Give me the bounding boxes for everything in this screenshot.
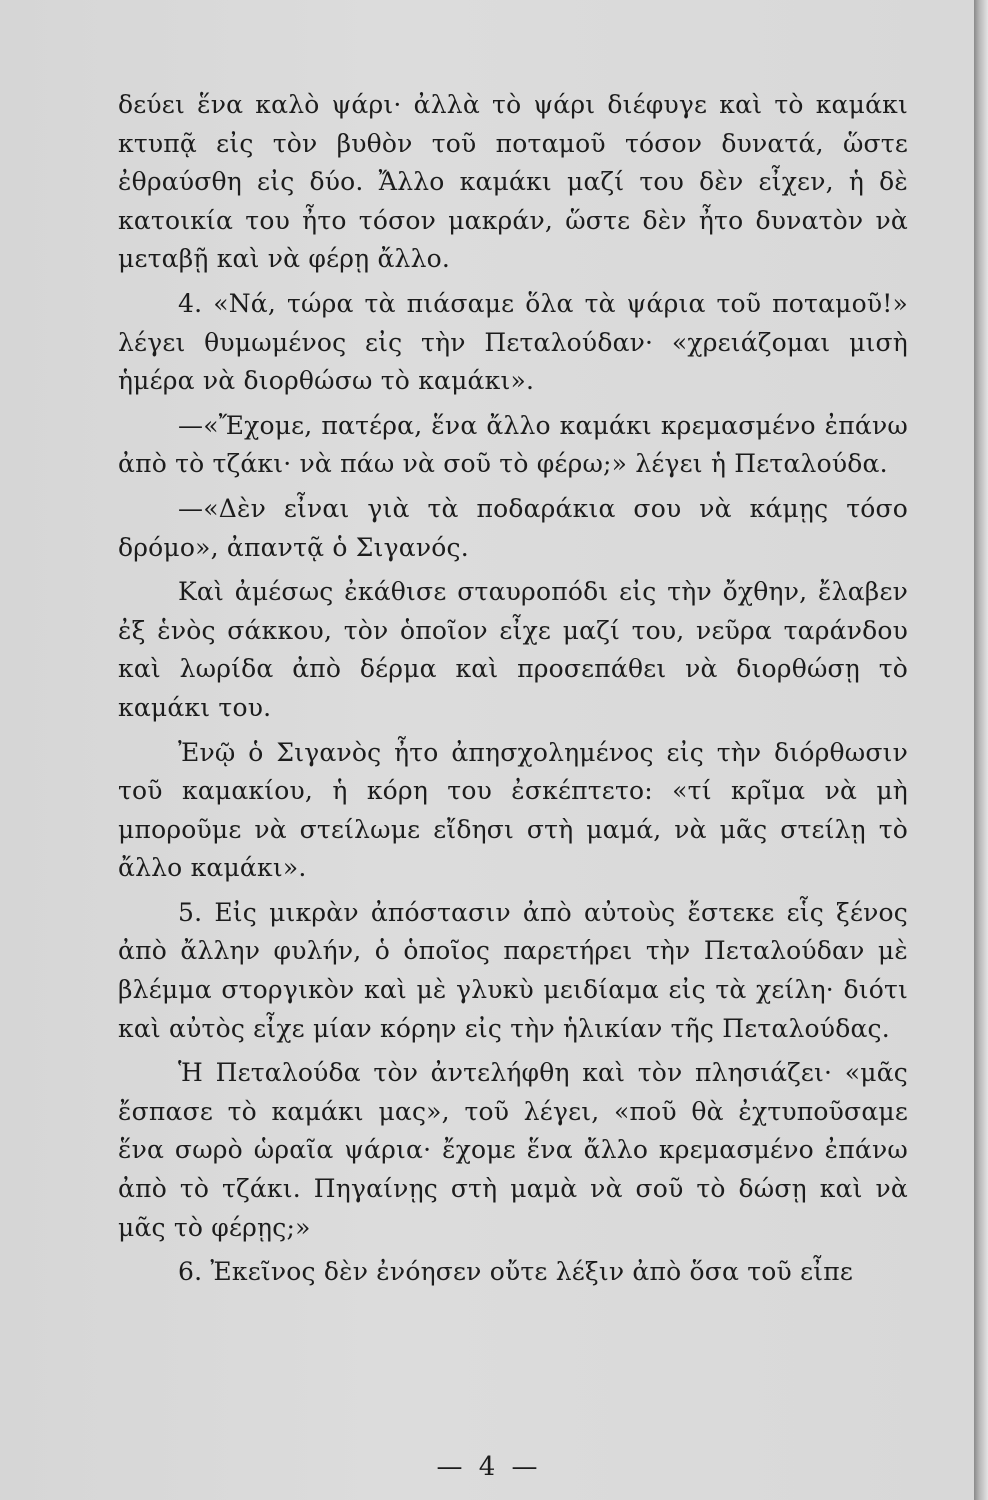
body-text — [118, 86, 908, 1292]
paragraph: 5. Εἰς μικρὰν ἀπόστασιν ἀπὸ αὐτοὺς ἔστεκε εἷς ξένος ἀπὸ ἄλλην φυλήν, ὁ ὁποῖος παρετήρει τὴν Πεταλούδαν μὲ βλέμμα στοργικὸν καὶ μὲ γλυκὺ μειδίαμα εἰς τὰ χείλη· διότι καὶ αὐτὸς εἶχε μίαν κόρην εἰς τὴν ἡλικίαν τῆς Πεταλούδας. — [118, 897, 908, 1043]
page-number: — 4 — — [436, 1452, 542, 1482]
paragraph: 4. «Νά, τώρα τὰ πιάσαμε ὅλα τὰ ψάρια τοῦ ποταμοῦ!» λέγει θυμωμένος εἰς τὴν Πεταλούδαν· «χρειάζομαι μισὴ ἡμέρα νὰ διορθώσω τὸ καμάκι». — [118, 288, 908, 396]
paragraph: δεύει ἕνα καλὸ ψάρι· ἀλλὰ τὸ ψάρι διέφυγε καὶ τὸ καμάκι κτυπᾷ εἰς τὸν βυθὸν τοῦ ποταμοῦ τόσον δυνατά, ὥστε ἐθραύσθη εἰς δύο. Ἄλλο καμάκι μαζί του δὲν εἶχεν, ἡ δὲ κατοικία του ἦτο τόσον μακράν, ὥστε δὲν ἦτο δυνατὸν νὰ μεταβῇ καὶ νὰ φέρῃ ἄλλο. — [118, 90, 908, 274]
paragraph: Ἡ Πεταλούδα τὸν ἀντελήφθη καὶ τὸν πλησιάζει· «μᾶς ἔσπασε τὸ καμάκι μας», τοῦ λέγει, «ποῦ θὰ ἐχτυποῦσαμε ἕνα σωρὸ ὡραῖα ψάρια· ἔχομε ἕνα ἄλλο κρεμασμένο ἐπάνω ἀπὸ τὸ τζάκι. Πηγαίνῃς στὴ μαμὰ νὰ σοῦ τὸ δώσῃ καὶ νὰ μᾶς τὸ φέρῃς;» — [118, 1058, 908, 1242]
paragraph: —«Ἔχομε, πατέρα, ἕνα ἄλλο καμάκι κρεμασμένο ἐπάνω ἀπὸ τὸ τζάκι· νὰ πάω νὰ σοῦ τὸ φέρω;» λέγει ἡ Πεταλούδα. — [118, 410, 908, 479]
paragraph: Καὶ ἀμέσως ἐκάθισε σταυροπόδι εἰς τὴν ὄχθην, ἔλαβεν ἐξ ἑνὸς σάκκου, τὸν ὁποῖον εἶχε μαζί του, νεῦρα ταράνδου καὶ λωρίδα ἀπὸ δέρμα καὶ προσεπάθει νὰ διορθώσῃ τὸ καμάκι του. — [118, 577, 908, 722]
paragraph: Ἐνῷ ὁ Σιγανὸς ἦτο ἀπησχολημένος εἰς τὴν διόρθωσιν τοῦ καμακίου, ἡ κόρη του ἐσκέπτετο: «τί κρῖμα νὰ μὴ μποροῦμε νὰ στείλωμε εἴδησι στὴ μαμά, νὰ μᾶς στείλῃ τὸ ἄλλο καμάκι». — [118, 737, 908, 883]
paragraph: —«Δὲν εἶναι γιὰ τὰ ποδαράκια σου νὰ κάμῃς τόσο δρόμο», ἀπαντᾷ ὁ Σιγανός. — [118, 493, 908, 562]
page-edge-shadow — [974, 0, 988, 1500]
paragraph: 6. Ἐκεῖνος δὲν ἐνόησεν οὔτε λέξιν ἀπὸ ὅσα τοῦ εἶπε — [178, 1257, 854, 1287]
